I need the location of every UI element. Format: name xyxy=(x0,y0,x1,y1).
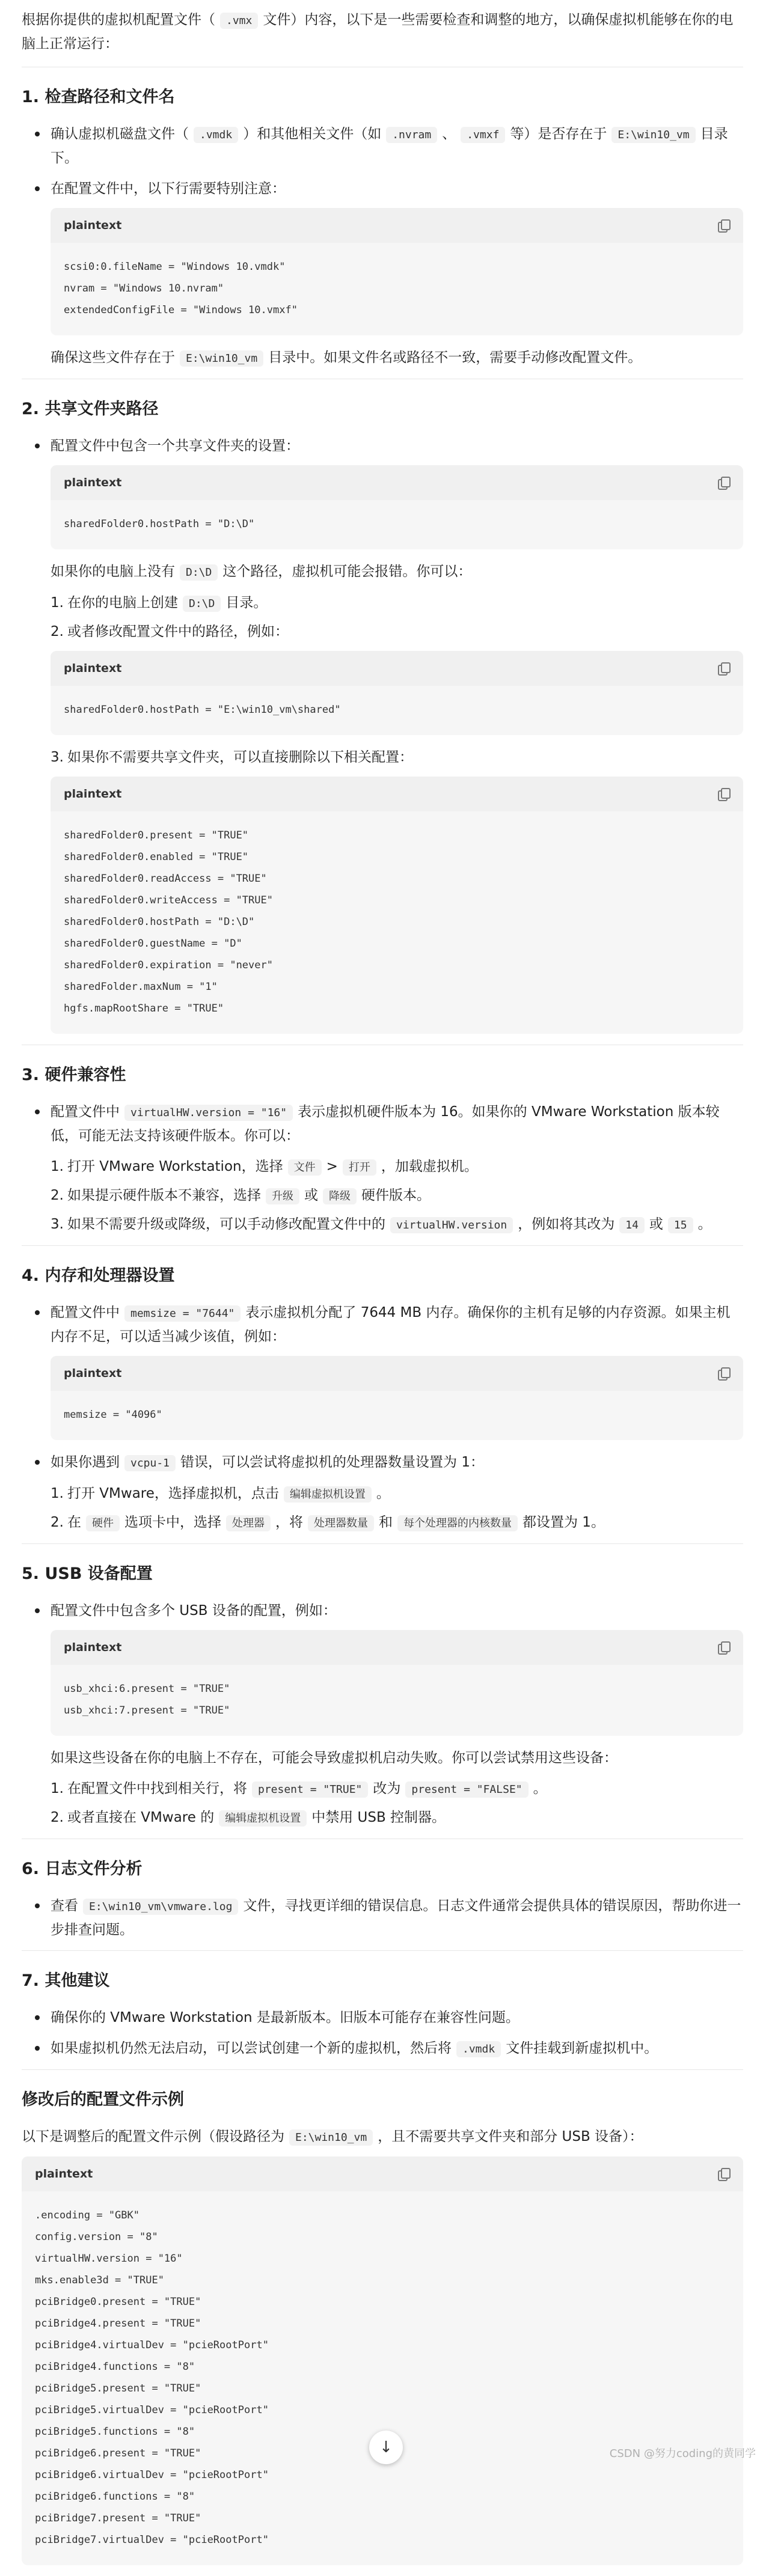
item-number: 2. xyxy=(51,624,64,639)
code-content: scsi0:0.fileName = "Windows 10.vmdk" nvram = "Windows 10.nvram" extendedConfigFile = "Windows 10.vmxf" xyxy=(64,261,298,316)
list-item xyxy=(22,2037,743,2061)
inline-code: 处理器数量 xyxy=(308,1515,374,1531)
section-other xyxy=(22,1969,743,2061)
text: > xyxy=(326,1159,338,1174)
watermark: CSDN @努力coding的黄同学 xyxy=(609,2447,756,2460)
section-heading: 5. USB 设备配置 xyxy=(22,1564,153,1583)
paragraph xyxy=(22,560,743,584)
intro-paragraph xyxy=(22,8,743,56)
text: 和 xyxy=(379,1515,393,1530)
text: ）和其他相关文件（如 xyxy=(243,126,382,142)
list-item xyxy=(51,620,743,735)
text: 配置文件中 xyxy=(51,1104,120,1120)
code-block-header xyxy=(51,465,743,500)
text: 表示虚拟机硬件版本为 16。如果你的 VMware Workstation 版本较低，可能无法支持该硬件版本。你可以： xyxy=(51,1104,720,1144)
list-item xyxy=(51,1482,743,1506)
code-block-header xyxy=(51,1630,743,1665)
item-number: 2. xyxy=(51,1515,64,1530)
inline-code: .vmxf xyxy=(461,127,505,143)
inline-code: 硬件 xyxy=(86,1515,120,1531)
code-language-label: plaintext xyxy=(35,2167,93,2181)
code-language-label: plaintext xyxy=(64,661,122,675)
text: 改为 xyxy=(373,1781,401,1796)
copy-icon[interactable] xyxy=(718,1641,730,1653)
text: 在你的电脑上创建 xyxy=(67,595,178,611)
text: 都设置为 1。 xyxy=(522,1515,605,1530)
section-heading: 7. 其他建议 xyxy=(22,1971,110,1990)
list-item xyxy=(22,177,743,335)
text: 打开 VMware，选择虚拟机，点击 xyxy=(67,1486,279,1501)
section-example xyxy=(22,2088,743,2565)
inline-code: 处理器 xyxy=(226,1515,271,1531)
list-item xyxy=(51,1184,743,1208)
code-block xyxy=(22,2156,743,2565)
inline-code: .vmx xyxy=(220,13,258,29)
inline-code: 编辑虚拟机设置 xyxy=(219,1810,307,1827)
paragraph xyxy=(22,2125,743,2149)
inline-code: .vmdk xyxy=(456,2041,501,2057)
text: 。 xyxy=(533,1781,547,1796)
section-hardware xyxy=(22,1063,743,1237)
section-log xyxy=(22,1857,743,1942)
inline-code: 降级 xyxy=(323,1188,357,1204)
text: 如果你不需要共享文件夹，可以直接删除以下相关配置： xyxy=(67,749,413,765)
list-item xyxy=(51,746,743,1034)
inline-code: 编辑虚拟机设置 xyxy=(284,1486,372,1503)
code-content: usb_xhci:6.present = "TRUE" usb_xhci:7.present = "TRUE" xyxy=(64,1683,230,1717)
code-content: .encoding = "GBK" config.version = "8" virtualHW.version = "16" mks.enable3d = "TRUE" pciBridge0.present = "TRUE" pciBridge4.present = "TRUE" pciBridge4.virtualDev = "pcieRootPort" pciBridge4.functions = "8" pciBridge5.present = "TRUE" pciBridge5.virtualDev = "pcieRootPort" pciBridge5.functions = "8" pciBridge6.present = "TRUE" pciBridge6.virtualDev = "pcieRootPort" pciBridge6.functions = "8" pciBridge7.present = "TRUE" pciBridge7.virtualDev = "pcieRootPort" xyxy=(35,2209,269,2546)
inline-code: 每个处理器的内核数量 xyxy=(397,1515,518,1531)
list-item xyxy=(22,435,743,549)
section-heading: 2. 共享文件夹路径 xyxy=(22,400,159,418)
list-item xyxy=(22,1301,743,1440)
code-block-header xyxy=(51,1356,743,1391)
divider xyxy=(22,2069,743,2070)
copy-icon[interactable] xyxy=(718,2168,730,2180)
section-paths xyxy=(22,85,743,370)
bullet-list xyxy=(22,123,743,335)
code-block-header xyxy=(51,651,743,686)
text: 选项卡中，选择 xyxy=(124,1515,221,1530)
divider xyxy=(22,1543,743,1544)
bullet-list xyxy=(22,1301,743,1475)
numbered-list xyxy=(22,1155,743,1237)
list-item xyxy=(22,1100,743,1148)
section-heading: 3. 硬件兼容性 xyxy=(22,1066,126,1084)
code-block xyxy=(51,651,743,735)
text: 或 xyxy=(649,1216,663,1232)
text: ，且不需要共享文件夹和部分 USB 设备）： xyxy=(378,2129,643,2144)
item-number: 1. xyxy=(51,1781,64,1796)
text: 如果虚拟机仍然无法启动，可以尝试创建一个新的虚拟机，然后将 xyxy=(51,2040,452,2056)
list-item xyxy=(51,1155,743,1179)
list-item xyxy=(51,1213,743,1237)
text: 确保这些文件存在于 xyxy=(51,350,175,365)
text: ，加载虚拟机。 xyxy=(381,1159,478,1174)
inline-code: E:\win10_vm\vmware.log xyxy=(83,1899,238,1915)
text: 目录中。如果文件名或路径不一致，需要手动修改配置文件。 xyxy=(268,350,642,365)
text: 表示虚拟机分配了 7644 MB 内存。确保你的主机有足够的内存资源。如果主机内存不足，可以适当减少该值，例如： xyxy=(51,1305,731,1344)
inline-code: vcpu-1 xyxy=(124,1455,176,1471)
paragraph xyxy=(22,346,743,370)
item-number: 3. xyxy=(51,1216,64,1232)
text: 确认虚拟机磁盘文件（ xyxy=(51,126,189,142)
inline-code: D:\D xyxy=(180,564,218,581)
section-heading: 修改后的配置文件示例 xyxy=(22,2090,184,2109)
list-item xyxy=(22,1451,743,1475)
list-item xyxy=(22,1599,743,1736)
item-number: 1. xyxy=(51,595,64,611)
code-language-label: plaintext xyxy=(64,1367,122,1380)
copy-icon[interactable] xyxy=(718,477,730,489)
text: 如果你遇到 xyxy=(51,1454,120,1470)
text: 以下是调整后的配置文件示例（假设路径为 xyxy=(22,2129,284,2144)
inline-code: 打开 xyxy=(343,1159,376,1176)
text: 配置文件中 xyxy=(51,1305,120,1320)
code-block xyxy=(51,208,743,335)
divider xyxy=(22,1950,743,1951)
code-block xyxy=(51,465,743,549)
intro-text-2: 文件）内容，以下是一些需要检查和调整的地方，以确保虚拟机能够在你的电脑上正常运行： xyxy=(22,12,734,52)
numbered-list xyxy=(22,1777,743,1830)
code-content: sharedFolder0.present = "TRUE" sharedFolder0.enabled = "TRUE" sharedFolder0.readAccess = "TRUE" sharedFolder0.writeAccess = "TRUE" sharedFolder0.hostPath = "D:\D" sharedFolder0.guestName = "D" sharedFolder0.expiration = "never" sharedFolder.maxNum = "1" hgfs.mapRootShare = "TRUE" xyxy=(64,829,273,1015)
code-language-label: plaintext xyxy=(64,476,122,489)
text: 配置文件中包含多个 USB 设备的配置，例如： xyxy=(51,1603,337,1619)
copy-icon[interactable] xyxy=(718,219,730,231)
inline-code: memsize = "7644" xyxy=(124,1305,241,1322)
code-language-label: plaintext xyxy=(64,787,122,801)
item-number: 1. xyxy=(51,1159,64,1174)
numbered-list xyxy=(22,591,743,1034)
item-number: 3. xyxy=(51,749,64,765)
text: 错误，可以尝试将虚拟机的处理器数量设置为 1： xyxy=(180,1454,484,1470)
section-heading: 6. 日志文件分析 xyxy=(22,1860,142,1878)
text: 文件，寻找更详细的错误信息。日志文件通常会提供具体的错误原因，帮助你进一步排查问题。 xyxy=(51,1898,741,1938)
divider xyxy=(22,1245,743,1246)
text: 。 xyxy=(697,1216,712,1232)
copy-icon[interactable] xyxy=(718,662,730,674)
text: 在配置文件中找到相关行，将 xyxy=(67,1781,247,1796)
code-block-header xyxy=(51,777,743,811)
text: ，例如将其改为 xyxy=(518,1216,615,1232)
text: 等）是否存在于 xyxy=(510,126,607,142)
code-block xyxy=(51,1356,743,1440)
text: 如果提示硬件版本不兼容，选择 xyxy=(67,1188,261,1203)
inline-code: 升级 xyxy=(266,1188,299,1204)
code-content: memsize = "4096" xyxy=(64,1409,162,1421)
inline-code: present = "FALSE" xyxy=(405,1781,528,1798)
text: 目录下。 xyxy=(51,126,728,166)
text: 或 xyxy=(304,1188,318,1203)
inline-code: E:\win10_vm xyxy=(180,350,263,367)
item-number: 2. xyxy=(51,1188,64,1203)
answer-content xyxy=(22,8,743,2576)
inline-code: E:\win10_vm xyxy=(289,2129,373,2146)
code-block xyxy=(51,1630,743,1736)
copy-icon[interactable] xyxy=(718,788,730,800)
text: 或者修改配置文件中的路径，例如： xyxy=(67,624,289,639)
text: 硬件版本。 xyxy=(361,1188,431,1203)
list-item xyxy=(51,1511,743,1535)
code-block xyxy=(51,777,743,1034)
inline-code: present = "TRUE" xyxy=(252,1781,368,1798)
copy-icon[interactable] xyxy=(718,1367,730,1379)
inline-code: E:\win10_vm xyxy=(611,127,695,143)
section-heading: 4. 内存和处理器设置 xyxy=(22,1266,175,1285)
text: 如果你的电脑上没有 xyxy=(51,564,175,579)
text: 如果不需要升级或降级，可以手动修改配置文件中的 xyxy=(67,1216,385,1232)
code-language-label: plaintext xyxy=(64,219,122,232)
intro-text-1: 根据你提供的虚拟机配置文件（ xyxy=(22,12,215,28)
inline-code: D:\D xyxy=(183,596,221,612)
text: 文件挂载到新虚拟机中。 xyxy=(506,2040,658,2056)
text: 查看 xyxy=(51,1898,78,1914)
bullet-list xyxy=(22,435,743,549)
list-item xyxy=(22,2006,743,2030)
inline-code: 15 xyxy=(668,1217,693,1233)
numbered-list xyxy=(22,1482,743,1535)
text: 打开 VMware Workstation，选择 xyxy=(67,1159,283,1174)
text: 在配置文件中，以下行需要特别注意： xyxy=(51,181,286,197)
scroll-down-button[interactable] xyxy=(369,2431,403,2464)
code-language-label: plaintext xyxy=(64,1641,122,1654)
text: 在 xyxy=(67,1515,81,1530)
inline-code: virtualHW.version xyxy=(390,1217,513,1233)
text: 配置文件中包含一个共享文件夹的设置： xyxy=(51,438,299,454)
arrow-down-icon: ↓ xyxy=(379,2438,393,2456)
text: 中禁用 USB 控制器。 xyxy=(311,1810,446,1825)
list-item xyxy=(22,123,743,170)
item-number: 2. xyxy=(51,1810,64,1825)
code-content: sharedFolder0.hostPath = "D:\D" xyxy=(64,518,255,530)
list-item xyxy=(51,1777,743,1801)
inline-code: 14 xyxy=(619,1217,645,1233)
text: 或者直接在 VMware 的 xyxy=(67,1810,215,1825)
bullet-list xyxy=(22,1100,743,1148)
text: 、 xyxy=(442,126,456,142)
code-content: sharedFolder0.hostPath = "E:\win10_vm\shared" xyxy=(64,704,341,716)
code-block-header xyxy=(22,2156,743,2191)
text: 这个路径，虚拟机可能会报错。你可以： xyxy=(222,564,472,579)
paragraph: 如果这些设备在你的电脑上不存在，可能会导致虚拟机启动失败。你可以尝试禁用这些设备： xyxy=(51,1750,617,1766)
code-block-header xyxy=(51,208,743,243)
text: 确保你的 VMware Workstation 是最新版本。旧版本可能存在兼容性问题。 xyxy=(51,2010,519,2025)
list-item xyxy=(51,1806,743,1830)
text: ，将 xyxy=(275,1515,303,1530)
bullet-list xyxy=(22,1599,743,1736)
inline-code: .vmdk xyxy=(194,127,238,143)
bullet-list xyxy=(22,2006,743,2061)
text: 。 xyxy=(376,1486,390,1501)
item-number: 1. xyxy=(51,1486,64,1501)
inline-code: 文件 xyxy=(288,1159,322,1176)
section-memory-cpu xyxy=(22,1264,743,1535)
section-usb xyxy=(22,1562,743,1830)
section-shared-folder xyxy=(22,397,743,1034)
list-item xyxy=(22,1894,743,1942)
bullet-list xyxy=(22,1894,743,1942)
inline-code: .nvram xyxy=(386,127,437,143)
section-heading: 1. 检查路径和文件名 xyxy=(22,88,175,106)
inline-code: virtualHW.version = "16" xyxy=(124,1105,293,1121)
text: 目录。 xyxy=(225,595,268,611)
list-item xyxy=(51,591,743,615)
